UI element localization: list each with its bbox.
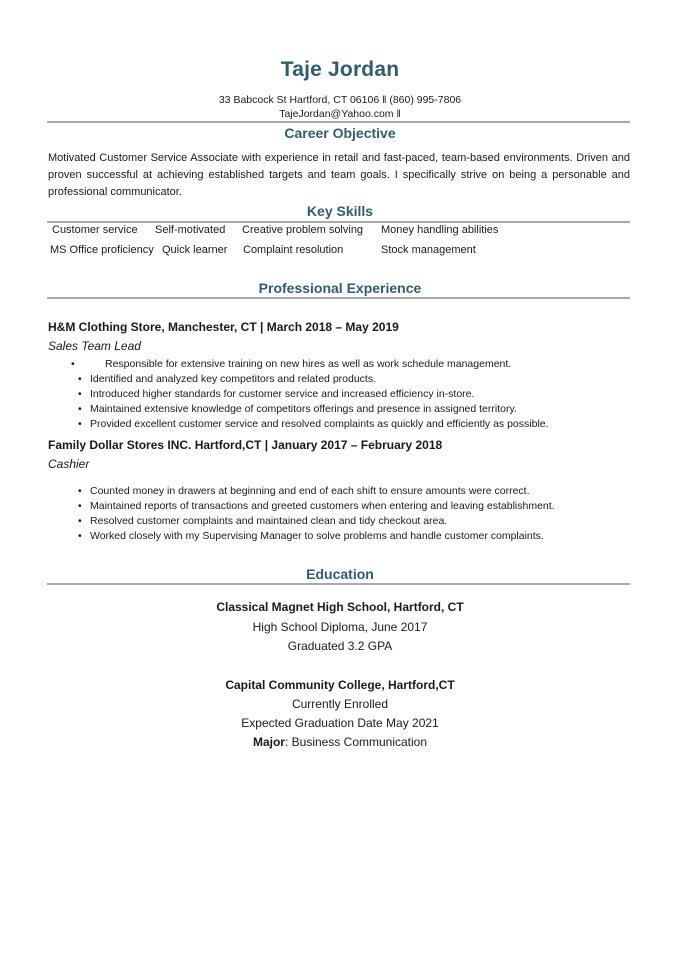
section-title-key-skills: Key Skills — [306, 203, 374, 219]
list-item: • Maintained extensive knowledge of competitors offerings and presence in assigned territory. — [78, 402, 549, 417]
job-bullet-list — [78, 484, 555, 544]
major-label: Major — [252, 735, 285, 749]
list-item: • Resolved customer complaints and maintained clean and tidy checkout area. — [78, 514, 555, 529]
list-item: • Introduced higher standards for customer service and increased efficiency in-store. — [78, 387, 549, 402]
skill-item: Creative problem solving — [242, 224, 364, 236]
candidate-name: Taje Jordan — [280, 58, 400, 81]
skill-item: Quick learner — [162, 244, 228, 256]
skill-item: MS Office proficiency — [50, 244, 154, 256]
list-item: • Responsible for extensive training on new hires as well as work schedule management. — [78, 357, 549, 372]
section-title-career-objective: Career Objective — [284, 125, 396, 141]
skill-item: Complaint resolution — [243, 244, 344, 256]
contact-email: TajeJordan@Yahoo.com ǁ — [279, 108, 401, 120]
divider — [47, 121, 630, 123]
divider — [47, 221, 630, 223]
job-role: Sales Team Lead — [48, 339, 141, 353]
list-item: • Counted money in drawers at beginning and end of each shift to ensure amounts were correct. — [78, 484, 555, 499]
skill-item: Money handling abilities — [381, 224, 499, 236]
school-detail: Expected Graduation Date May 2021 — [241, 716, 439, 730]
major-value: : Business Communication — [284, 735, 428, 749]
divider — [47, 297, 630, 299]
school-major — [0, 735, 680, 749]
career-objective-text: Motivated Customer Service Associate with experience in retail and fast-paced, team-based environments. Driven and proven successful at achieving established targets and team goals. I specifically strive on being a personable and professional communicator. — [48, 152, 630, 198]
job-bullet-list — [78, 357, 549, 432]
divider — [47, 583, 630, 585]
contact-address-phone: 33 Babcock St Hartford, CT 06106 ǁ (860) 995-7806 — [218, 94, 462, 106]
job-heading: H&M Clothing Store, Manchester, CT | March 2018 – May 2019 — [48, 320, 399, 334]
job-heading: Family Dollar Stores INC. Hartford,CT | January 2017 – February 2018 — [48, 438, 443, 452]
section-title-education: Education — [306, 566, 374, 582]
school-name: Capital Community College, Hartford,CT — [225, 678, 455, 692]
section-title-professional-experience: Professional Experience — [258, 280, 422, 296]
school-detail: Currently Enrolled — [291, 697, 389, 711]
school-name: Classical Magnet High School, Hartford, CT — [216, 600, 464, 614]
list-item: • Identified and analyzed key competitors and related products. — [78, 372, 549, 387]
job-role: Cashier — [48, 457, 90, 471]
skill-item: Self-motivated — [155, 224, 226, 236]
list-item: • Maintained reports of transactions and greeted customers when entering and leaving establishment. — [78, 499, 555, 514]
school-detail: Graduated 3.2 GPA — [287, 639, 393, 653]
list-item: • Worked closely with my Supervising Manager to solve problems and handle customer complaints. — [78, 529, 555, 544]
school-detail: High School Diploma, June 2017 — [252, 620, 428, 634]
skill-item: Stock management — [381, 244, 476, 256]
skill-item: Customer service — [52, 224, 138, 236]
list-item: • Provided excellent customer service and resolved complaints as quickly and efficiently as possible. — [78, 417, 549, 432]
